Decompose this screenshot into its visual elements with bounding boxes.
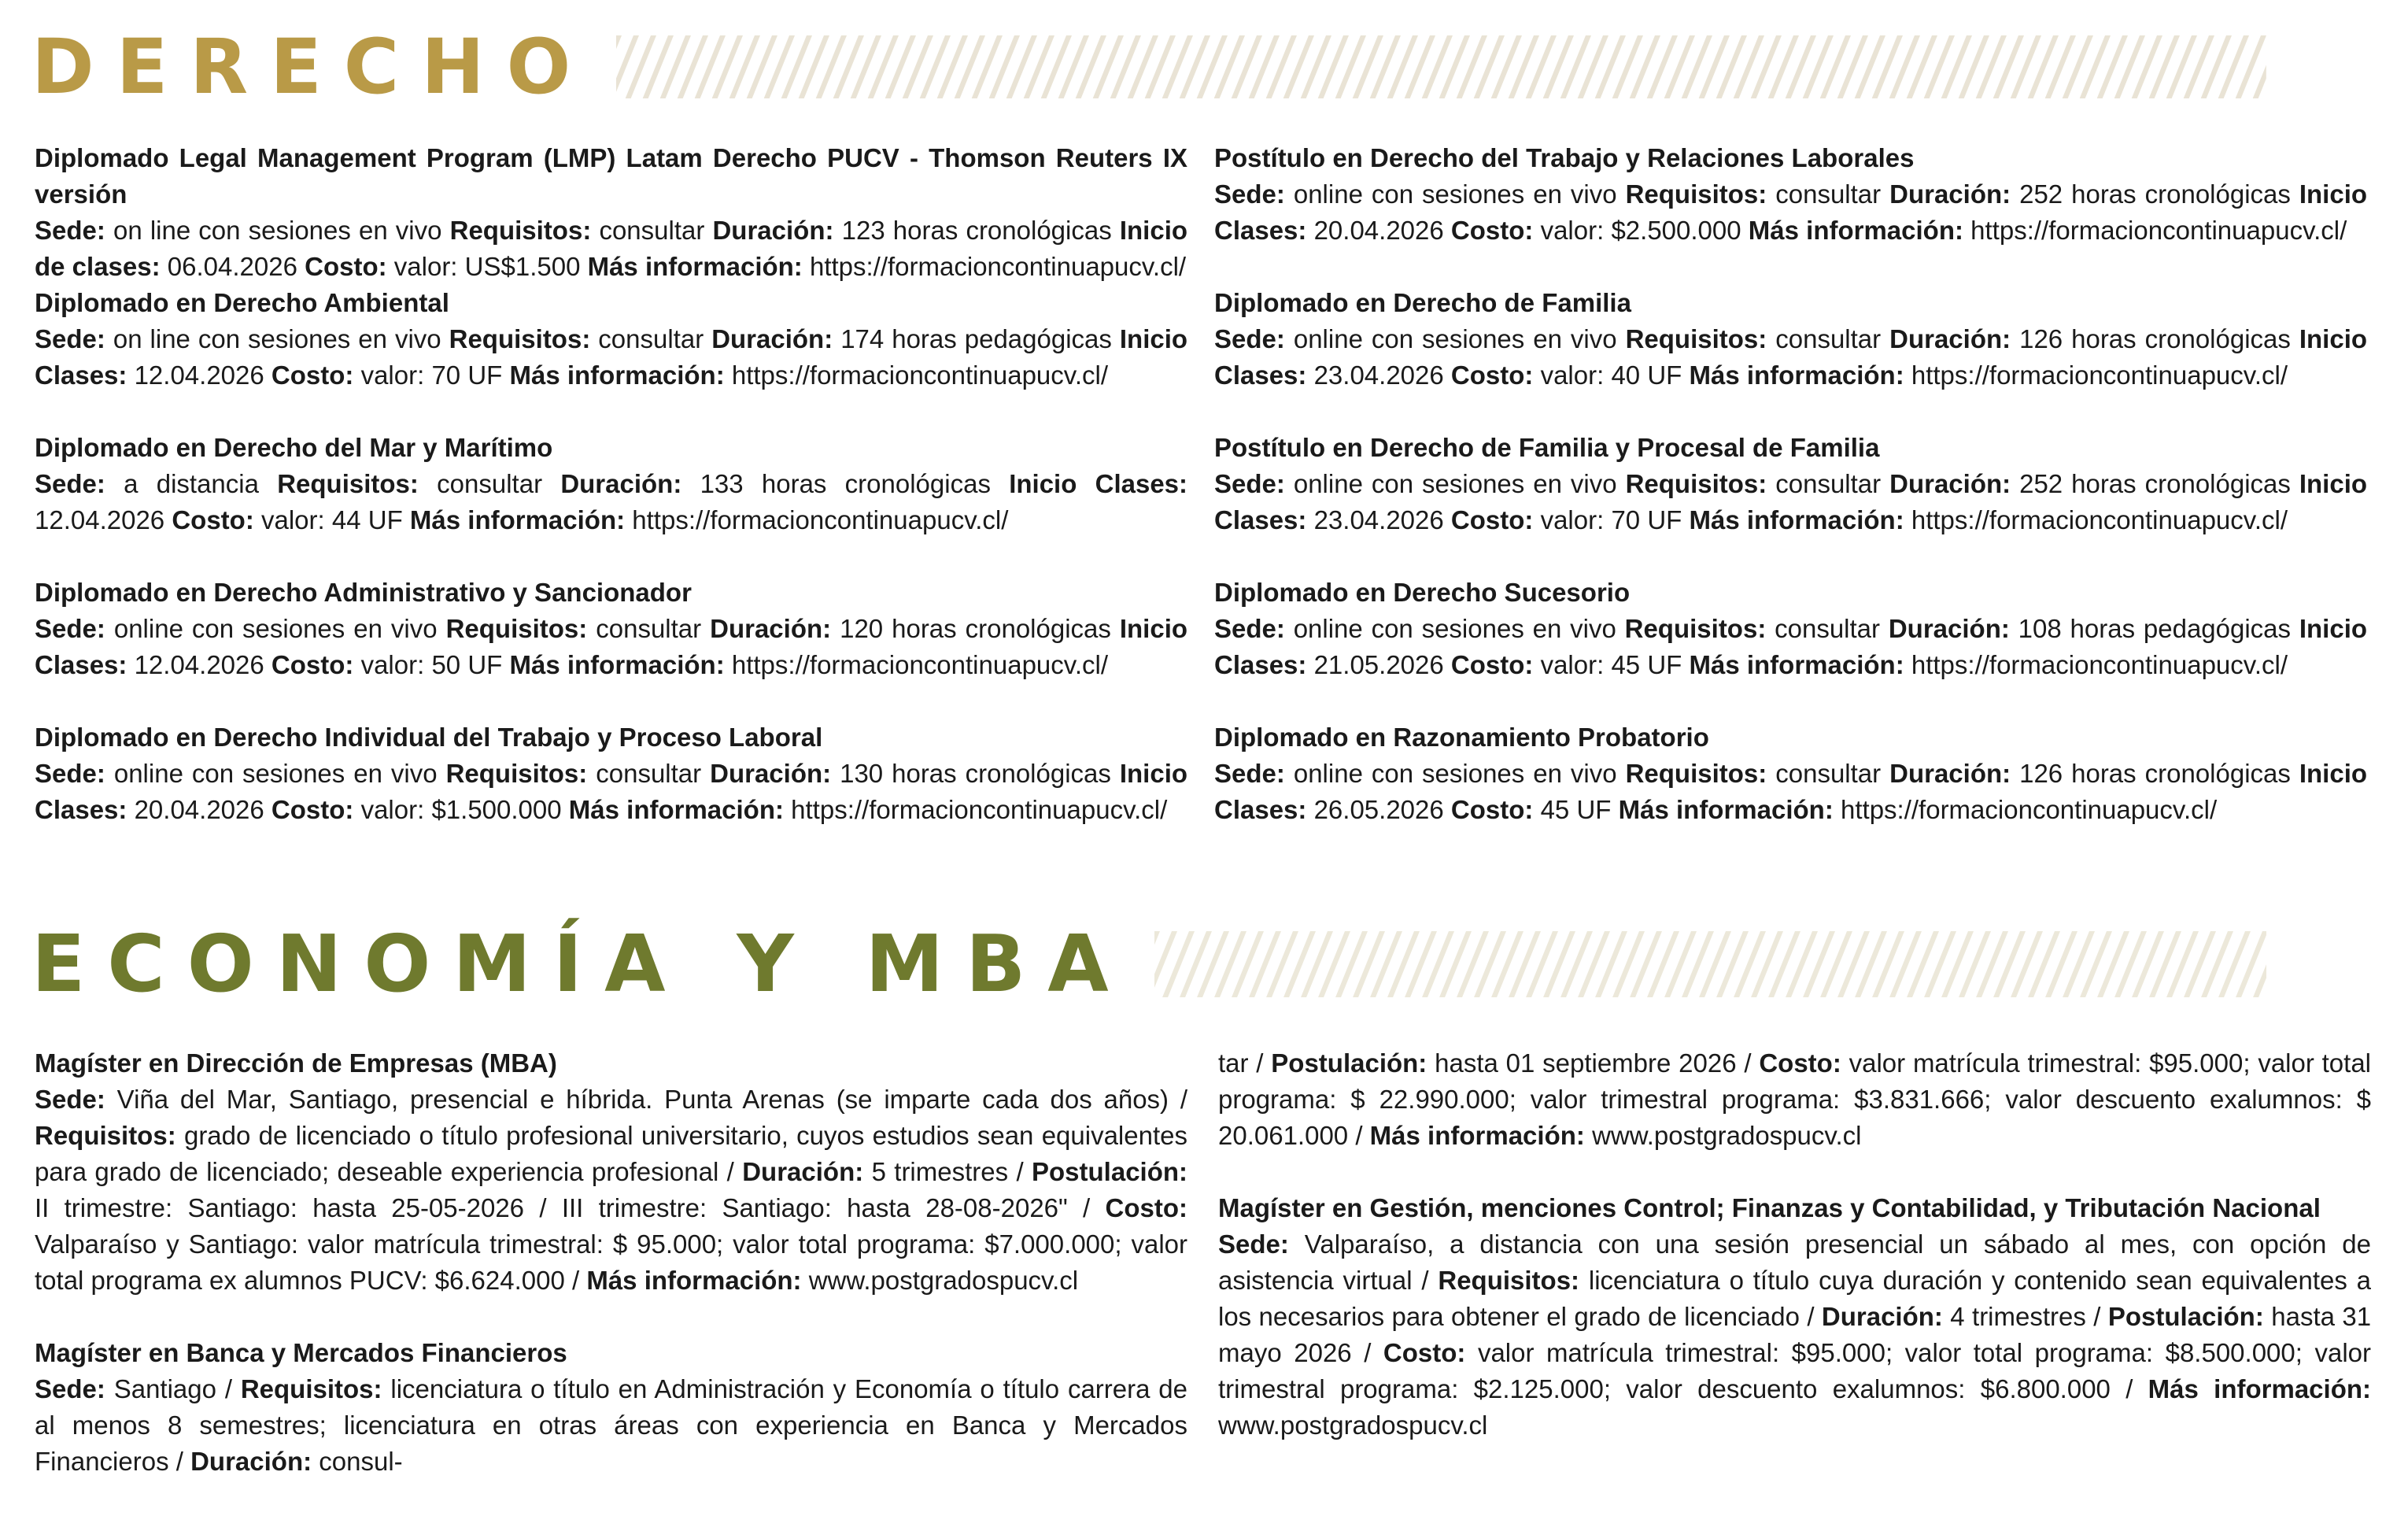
program-entry [1214, 430, 2367, 575]
field-value-sede: online con sesiones en vivo [113, 614, 438, 643]
field-value-inicio: 21.05.2026 [1313, 650, 1444, 679]
field-value-requisitos: consultar [1775, 614, 1881, 643]
field-label-duracion: Duración: [710, 759, 832, 788]
economia-right-column [1218, 1045, 2371, 1480]
derecho-section-header [31, 24, 2266, 110]
field-value-costo: valor: $2.500.000 [1540, 216, 1741, 245]
field-label-requisitos: Requisitos: [1438, 1266, 1580, 1295]
field-label-sede: Sede: [1218, 1229, 1289, 1259]
field-value-duracion: 126 horas cronológicas [2019, 324, 2291, 353]
field-label-requisitos: Requisitos: [445, 614, 588, 643]
field-label-duracion: Duración: [1889, 469, 2011, 498]
program-title: Diplomado en Derecho Ambiental [35, 288, 449, 317]
field-value-inicio: 23.04.2026 [1313, 361, 1444, 390]
field-value-info-link[interactable]: https://formacioncontinuapucv.cl/ [1911, 361, 2288, 390]
field-value-duracion: 126 horas cronológicas [2019, 759, 2291, 788]
field-label-duracion: Duración: [711, 324, 833, 353]
field-value-sede: online con sesiones en vivo [1293, 614, 1616, 643]
field-value-requisitos: consultar [598, 324, 704, 353]
field-label-inicio-clases: Inicio de clases: [35, 216, 1188, 281]
field-value-duracion: 130 horas cronológicas [840, 759, 1111, 788]
field-value-requisitos: consultar [437, 469, 543, 498]
field-label-sede: Sede: [35, 759, 105, 788]
field-value-costo: valor: $1.500.000 [360, 795, 562, 824]
program-entry [1214, 575, 2367, 719]
field-value-duracion-continued: tar / [1218, 1048, 1264, 1078]
field-label-requisitos: Requisitos: [1625, 179, 1767, 209]
field-label-requisitos: Requisitos: [1625, 469, 1767, 498]
field-label-duracion: Duración: [560, 469, 682, 498]
field-value-duracion: consul- [319, 1447, 403, 1476]
field-value-info-link[interactable]: https://formacioncontinuapucv.cl/ [1841, 795, 2218, 824]
field-label-mas: Más [1369, 1121, 1420, 1150]
field-label-costo: Costo: [1383, 1338, 1466, 1367]
field-value-sede: online con sesiones en vivo [1293, 759, 1617, 788]
field-label-sede: Sede: [1214, 324, 1285, 353]
field-value-info-link[interactable]: https://formacioncontinuapucv.cl/ [791, 795, 1168, 824]
field-value-duracion: 108 horas pedagógicas [2018, 614, 2292, 643]
field-label-mas-info: Más información: [568, 795, 784, 824]
field-label-duracion: Duración: [1888, 614, 2010, 643]
field-label-costo: Costo: [271, 795, 354, 824]
field-label-duracion: Duración: [190, 1447, 312, 1476]
field-label-requisitos: Requisitos: [445, 759, 588, 788]
field-label-inicio-clases: Inicio Clases: [35, 324, 1188, 390]
field-label-sede: Sede: [1214, 469, 1285, 498]
field-value-info-link[interactable]: www.postgradospucv.cl [1592, 1121, 1862, 1150]
field-label-requisitos: Requisitos: [449, 216, 592, 245]
field-label-sede: Sede: [1214, 759, 1285, 788]
field-label-costo: Costo: [1759, 1048, 1841, 1078]
field-value-costo: valor: 50 UF [360, 650, 503, 679]
field-value-costo: valor: 40 UF [1540, 361, 1682, 390]
program-entry [1214, 140, 2367, 285]
field-label-sede: Sede: [35, 324, 105, 353]
field-value-duracion: 252 horas cronológicas [2019, 469, 2291, 498]
field-value-sede: Valparaíso, a distancia con una sesión presencial un sábado al mes, con opción de asistencia virtual / [1218, 1229, 2371, 1295]
field-value-costo: 45 UF [1540, 795, 1612, 824]
field-label-inicio-clases: Inicio Clases: [1214, 614, 2368, 679]
field-label-inicio-clases: Inicio Clases: [1214, 759, 2368, 824]
field-label-mas-info: Más información: [509, 650, 725, 679]
field-value-inicio: 26.05.2026 [1313, 795, 1444, 824]
field-label-sede: Sede: [1214, 179, 1285, 209]
field-label-mas-info: Más información: [1689, 650, 1904, 679]
field-value-costo: Valparaíso y Santiago: valor matrícula trimestral: $ 95.000; valor total programa: $7.000.000; valor total programa ex alumnos PUCV: $6.624.000 / [35, 1229, 1187, 1295]
field-value-sede: online con sesiones en vivo [1293, 179, 1617, 209]
field-label-mas-info: Más información: [1748, 216, 1963, 245]
field-value-postulacion: II trimestre: Santiago: hasta 25-05-2026 / III trimestre: Santiago: hasta 28-08-2026" / [35, 1193, 1091, 1222]
program-title: Diplomado en Derecho del Mar y Marítimo [35, 433, 553, 462]
field-value-costo: valor: 70 UF [360, 361, 503, 390]
field-value-requisitos: consultar [1775, 324, 1882, 353]
field-value-duracion: 174 horas pedagógicas [840, 324, 1112, 353]
field-value-info-link[interactable]: https://formacioncontinuapucv.cl/ [632, 505, 1009, 534]
economia-section-header [31, 913, 2266, 1015]
field-value-requisitos: licenciatura o título cuya duración y contenido sean equivalentes a los necesarios para obtener el grado de licenciado / [1218, 1266, 2372, 1331]
field-value-duracion: 123 horas cronológicas [841, 216, 1112, 245]
field-value-info-link[interactable]: https://formacioncontinuapucv.cl/ [1911, 650, 2288, 679]
field-value-requisitos: consultar [596, 614, 702, 643]
field-label-sede: Sede: [35, 469, 105, 498]
program-entry [35, 140, 1187, 285]
field-label-informacion: información: [1427, 1121, 1585, 1150]
program-entry [1214, 285, 2367, 430]
derecho-section-title: DERECHO [31, 23, 593, 111]
program-entry [35, 575, 1187, 719]
field-value-inicio: 12.04.2026 [35, 505, 165, 534]
field-value-duracion: 4 trimestres / [1950, 1302, 2101, 1331]
field-label-costo: Costo: [172, 505, 254, 534]
field-label-mas-info: Más información: [409, 505, 626, 534]
field-value-info-link[interactable]: https://formacioncontinuapucv.cl/ [809, 252, 1187, 281]
field-label-requisitos: Requisitos: [449, 324, 591, 353]
field-label-mas-info: Más información: [2148, 1374, 2371, 1403]
economia-left-column [35, 1045, 1187, 1516]
field-label-costo: Costo: [1450, 795, 1534, 824]
field-value-costo: valor: 44 UF [261, 505, 403, 534]
program-title: Diplomado Legal Management Program (LMP) Latam Derecho PUCV - Thomson Reuters IX versión [35, 143, 1187, 209]
field-value-requisitos: consultar [1775, 759, 1882, 788]
program-title: Diplomado en Derecho Sucesorio [1214, 578, 1631, 607]
field-label-sede: Sede: [1214, 614, 1285, 643]
field-label-sede: Sede: [35, 614, 105, 643]
field-value-requisitos: grado de licenciado o título profesional universitario, cuyos estudios sean equivalentes para grado de licenciado; deseable experiencia profesional / [35, 1121, 1187, 1186]
field-label-mas-info: Más información: [586, 1266, 802, 1295]
field-label-postulacion: Postulación: [2107, 1302, 2264, 1331]
field-label-costo: Costo: [1450, 505, 1534, 534]
field-value-postulacion: hasta 31 mayo 2026 / [1218, 1302, 2372, 1367]
program-title: Postítulo en Derecho de Familia y Procesal de Familia [1214, 433, 1880, 462]
field-label-sede: Sede: [35, 1374, 105, 1403]
field-label-costo: Costo: [1450, 361, 1534, 390]
field-label-duracion: Duración: [742, 1157, 864, 1186]
field-label-sede: Sede: [35, 1085, 105, 1114]
field-value-costo: valor: US$1.500 [393, 252, 581, 281]
field-value-requisitos: licenciatura o título en Administración y Economía o título carrera de al menos 8 semestres; licenciatura en otras áreas con experiencia en Banca y Mercados Financieros / [35, 1374, 1188, 1476]
field-label-mas-info: Más información: [1618, 795, 1834, 824]
field-value-sede: on line con sesiones en vivo [113, 324, 441, 353]
derecho-hatch-decoration [616, 35, 2266, 98]
field-value-sede: online con sesiones en vivo [1293, 469, 1617, 498]
field-value-duracion: 5 trimestres / [871, 1157, 1024, 1186]
field-label-mas-info: Más información: [1689, 505, 1904, 534]
program-title: Diplomado en Derecho Administrativo y Sancionador [35, 578, 692, 607]
field-value-costo: valor: 45 UF [1540, 650, 1682, 679]
field-label-duracion: Duración: [712, 216, 834, 245]
field-value-sede: Viña del Mar, Santiago, presencial e híbrida. Punta Arenas (se imparte cada dos años) / [116, 1085, 1187, 1114]
program-title: Magíster en Banca y Mercados Financieros [35, 1338, 567, 1367]
field-value-duracion: 120 horas cronológicas [840, 614, 1111, 643]
field-label-mas-info: Más información: [509, 361, 725, 390]
field-value-inicio: 06.04.2026 [167, 252, 297, 281]
field-label-costo: Costo: [271, 650, 354, 679]
field-value-postulacion: hasta 01 septiembre 2026 / [1435, 1048, 1752, 1078]
program-entry-mba [35, 1045, 1187, 1299]
program-entry [1214, 719, 2367, 864]
program-title: Diplomado en Derecho de Familia [1214, 288, 1631, 317]
field-label-requisitos: Requisitos: [240, 1374, 382, 1403]
field-label-costo: Costo: [1105, 1193, 1188, 1222]
field-value-info-link[interactable]: https://formacioncontinuapucv.cl/ [731, 650, 1108, 679]
field-label-inicio-clases: Inicio Clases: [35, 614, 1188, 679]
field-value-info-link[interactable]: https://formacioncontinuapucv.cl/ [731, 361, 1108, 390]
field-value-duracion: 133 horas cronológicas [700, 469, 991, 498]
economia-hatch-decoration [1154, 931, 2266, 997]
field-label-inicio-clases: Inicio Clases: [1214, 179, 2368, 245]
field-value-requisitos: consultar [1775, 469, 1882, 498]
field-value-requisitos: consultar [599, 216, 705, 245]
field-value-inicio: 20.04.2026 [1313, 216, 1444, 245]
derecho-left-column [35, 140, 1187, 864]
derecho-right-column [1214, 140, 2367, 864]
field-value-sede: online con sesiones en vivo [113, 759, 438, 788]
program-entry [35, 719, 1187, 864]
field-label-costo: Costo: [1450, 216, 1534, 245]
field-value-sede: Santiago / [113, 1374, 232, 1403]
field-label-duracion: Duración: [710, 614, 832, 643]
program-title: Diplomado en Derecho Individual del Trabajo y Proceso Laboral [35, 723, 823, 752]
field-value-inicio: 12.04.2026 [134, 361, 264, 390]
field-value-sede: online con sesiones en vivo [1293, 324, 1617, 353]
program-entry-gestion [1218, 1190, 2371, 1444]
field-value-info-link[interactable]: https://formacioncontinuapucv.cl/ [1970, 216, 2347, 245]
field-label-requisitos: Requisitos: [1625, 324, 1767, 353]
field-label-postulacion: Postulación: [1032, 1157, 1188, 1186]
field-value-info-link[interactable]: www.postgradospucv.cl [808, 1266, 1079, 1295]
field-value-costo: valor matrícula trimestral: $95.000; valor total programa: $8.500.000; valor trimestral programa: $2.125.000; valor descuento exalumnos: $6.800.000 / [1218, 1338, 2371, 1403]
field-value-costo: valor matrícula trimestral: $95.000; valor total programa: $ 22.990.000; valor trimestral programa: $3.831.666; valor descuento exalumnos: $ 20.061.000 / [1218, 1048, 2372, 1150]
field-label-costo: Costo: [305, 252, 387, 281]
field-value-sede: on line con sesiones en vivo [113, 216, 442, 245]
field-value-inicio: 20.04.2026 [134, 795, 264, 824]
field-label-costo: Costo: [1450, 650, 1534, 679]
field-value-duracion: 252 horas cronológicas [2019, 179, 2291, 209]
field-value-costo: valor: 70 UF [1540, 505, 1682, 534]
field-label-requisitos: Requisitos: [1625, 759, 1767, 788]
field-label-duracion: Duración: [1889, 324, 2011, 353]
field-label-costo: Costo: [271, 361, 354, 390]
field-value-requisitos: consultar [1775, 179, 1882, 209]
field-label-inicio-clases: Inicio Clases: [35, 759, 1188, 824]
field-label-sede: Sede: [35, 216, 105, 245]
field-label-mas-info: Más información: [1689, 361, 1904, 390]
field-label-postulacion: Postulación: [1271, 1048, 1427, 1078]
program-entry-banca [35, 1335, 1187, 1480]
program-entry [35, 430, 1187, 575]
program-title: Diplomado en Razonamiento Probatorio [1214, 723, 1709, 752]
program-entry-banca-continued [1218, 1045, 2371, 1154]
program-title: Magíster en Dirección de Empresas (MBA) [35, 1048, 557, 1078]
field-label-requisitos: Requisitos: [1624, 614, 1767, 643]
field-label-duracion: Duración: [1889, 759, 2011, 788]
field-label-inicio-clases: Inicio Clases: [1214, 469, 2368, 534]
program-title: Magíster en Gestión, menciones Control; Finanzas y Contabilidad, y Tributación Nacional [1218, 1193, 2321, 1222]
field-value-requisitos: consultar [596, 759, 702, 788]
field-value-inicio: 12.04.2026 [134, 650, 264, 679]
field-value-info-link[interactable]: www.postgradospucv.cl [1218, 1411, 1488, 1440]
field-label-inicio-clases: Inicio Clases: [1214, 324, 2368, 390]
field-label-mas-info: Más información: [587, 252, 803, 281]
field-value-inicio: 23.04.2026 [1313, 505, 1444, 534]
field-label-requisitos: Requisitos: [35, 1121, 176, 1150]
program-entry [35, 285, 1187, 430]
field-label-inicio-clases: Inicio Clases: [1009, 469, 1188, 498]
field-label-duracion: Duración: [1821, 1302, 1943, 1331]
field-label-duracion: Duración: [1889, 179, 2011, 209]
program-title: Postítulo en Derecho del Trabajo y Relaciones Laborales [1214, 143, 1915, 172]
field-label-requisitos: Requisitos: [277, 469, 419, 498]
field-value-info-link[interactable]: https://formacioncontinuapucv.cl/ [1911, 505, 2288, 534]
economia-section-title: ECONOMÍA Y MBA [31, 918, 1131, 1010]
field-value-sede: a distancia [124, 469, 259, 498]
